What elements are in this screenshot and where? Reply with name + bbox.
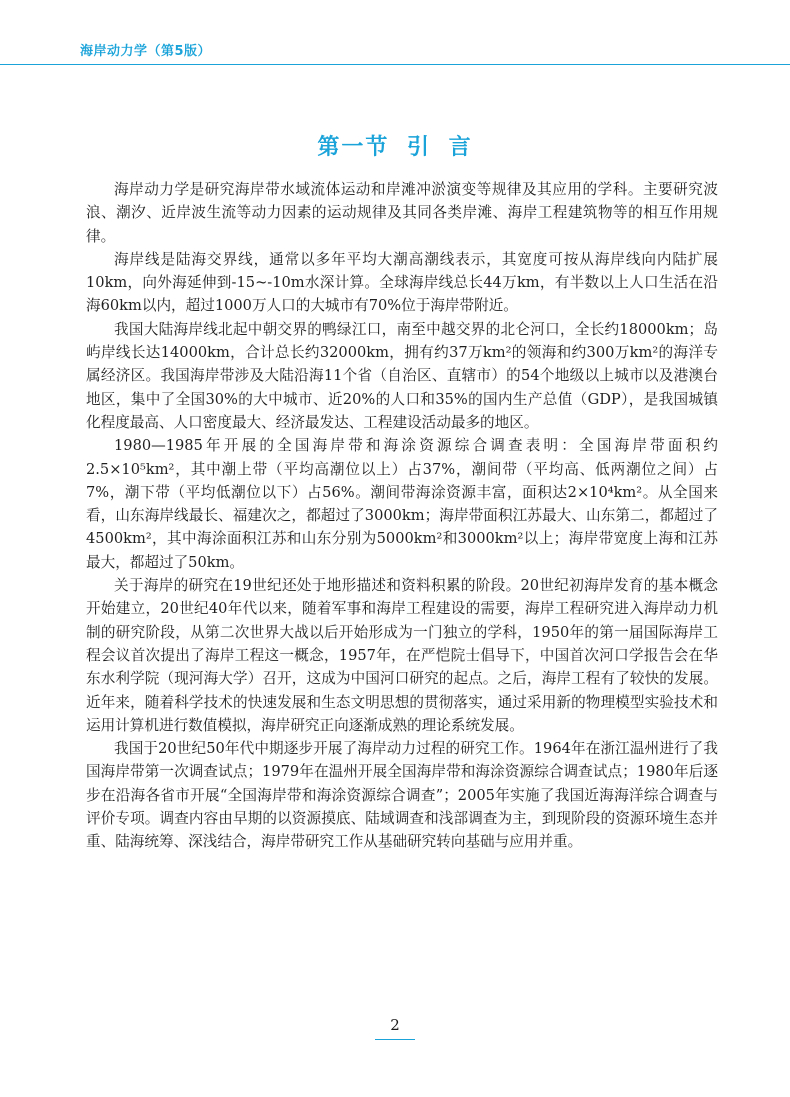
paragraph: 海岸线是陆海交界线，通常以多年平均大潮高潮线表示，其宽度可按从海岸线向内陆扩展10km，向外海延伸到-15~-10m水深计算。全球海岸线总长44万km，有半数以上人口生活在沿海60km以内，超过1000万人口的大城市有70%位于海岸带附近。 (86, 250, 718, 315)
page-number: 2 (390, 1016, 400, 1034)
page-number-rule (375, 1039, 415, 1040)
paragraph: 1980—1985年开展的全国海岸带和海涂资源综合调查表明：全国海岸带面积约2.5×10⁵km²，其中潮上带（平均高潮位以上）占37%，潮间带（平均高、低两潮位之间）占7%，潮下带（平均低潮位以下）占56%。潮间带海涂资源丰富，面积达2×10⁴km²。从全国来看，山东海岸线最长、福建次之，都超过了3000km；海岸带面积江苏最大、山东第二，都超过了4500km²，其中海涂面积江苏和山东分别为5000km²和3000km²以上；海岸带宽度上海和江苏最大，都超过了50km。 (86, 437, 718, 571)
body-text (86, 178, 718, 854)
paragraph: 我国大陆海岸线北起中朝交界的鸭绿江口，南至中越交界的北仑河口，全长约18000km；岛屿岸线长达14000km，合计总长约32000km，拥有约37万km²的领海和约300万km²的海洋专属经济区。我国海岸带涉及大陆沿海11个省（自治区、直辖市）的54个地级以上城市以及港澳台地区，集中了全国30%的大中城市、近20%的人口和35%的国内生产总值（GDP），是我国城镇化程度最高、人口密度最大、经济最发达、工程建设活动最多的地区。 (86, 320, 718, 431)
running-header-title: 海岸动力学（第5版） (80, 44, 212, 59)
paragraph: 关于海岸的研究在19世纪还处于地形描述和资料积累的阶段。20世纪初海岸发育的基本概念开始建立，20世纪40年代以来，随着军事和海岸工程建设的需要，海岸工程研究进入海岸动力机制的研究阶段，从第二次世界大战以后开始形成为一门独立的学科，1950年的第一届国际海岸工程会议首次提出了海岸工程这一概念，1957年，在严恺院士倡导下，中国首次河口学报告会在华东水利学院（现河海大学）召开，这成为中国河口研究的起点。之后，海岸工程有了较快的发展。近年来，随着科学技术的快速发展和生态文明思想的贯彻落实，通过采用新的物理模型实验技术和运用计算机进行数值模拟，海岸研究正向逐渐成熟的理论系统发展。 (86, 577, 718, 734)
header-rule (0, 64, 790, 65)
section-title: 第一节 引 言 (317, 134, 473, 160)
paragraph: 我国于20世纪50年代中期逐步开展了海岸动力过程的研究工作。1964年在浙江温州进行了我国海岸带第一次调查试点；1979年在温州开展全国海岸带和海涂资源综合调查试点；1980年后逐步在沿海各省市开展“全国海岸带和海涂资源综合调查”；2005年实施了我国近海海洋综合调查与评价专项。调查内容由早期的以资源摸底、陆域调查和浅部调查为主，到现阶段的资源环境生态并重、陆海统筹、深浅结合，海岸带研究工作从基础研究转向基础与应用并重。 (86, 740, 718, 851)
paragraph: 海岸动力学是研究海岸带水域流体运动和岸滩冲淤演变等规律及其应用的学科。主要研究波浪、潮汐、近岸波生流等动力因素的运动规律及其同各类岸滩、海岸工程建筑物等的相互作用规律。 (86, 181, 718, 245)
